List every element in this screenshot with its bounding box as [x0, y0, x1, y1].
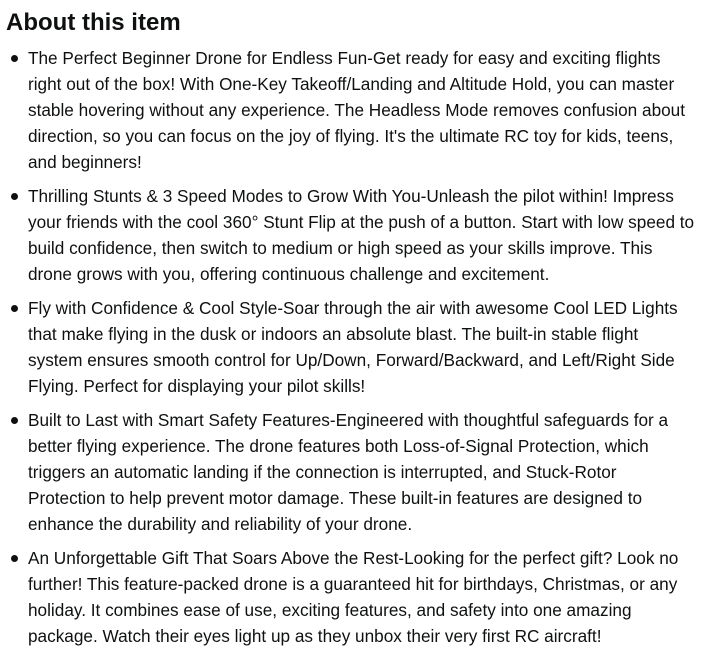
feature-bullet-item	[6, 407, 697, 537]
feature-bullet-text: Fly with Confidence & Cool Style-Soar through the air with awesome Cool LED Lights that make flying in the dusk or indoors an absolute blast. The built-in stable flight system ensures smooth control for Up/Down, Forward/Backward, and Left/Right Side Flying. Perfect for displaying your pilot skills!	[28, 298, 678, 396]
feature-bullet-item	[6, 295, 697, 399]
feature-bullet-item	[6, 545, 697, 649]
feature-bullet-text: Built to Last with Smart Safety Features-Engineered with thoughtful safeguards for a better flying experience. The drone features both Loss-of-Signal Protection, which triggers an automatic landing if the connection is interrupted, and Stuck-Rotor Protection to help prevent motor damage. These built-in features are designed to enhance the durability and reliability of your drone.	[28, 410, 669, 534]
feature-bullet-list	[6, 45, 697, 649]
bullet-dot-icon	[11, 305, 18, 312]
feature-bullet-text: An Unforgettable Gift That Soars Above the Rest-Looking for the perfect gift? Look no further! This feature-packed drone is a guaranteed hit for birthdays, Christmas, or any holiday. It combines ease of use, exciting features, and safety into one amazing package. Watch their eyes light up as they unbox their very first RC aircraft!	[28, 548, 679, 646]
bullet-dot-icon	[11, 55, 18, 62]
section-title: About this item	[6, 9, 181, 36]
feature-bullet-text: The Perfect Beginner Drone for Endless Fun-Get ready for easy and exciting flights right out of the box! With One-Key Takeoff/Landing and Altitude Hold, you can master stable hovering without any experience. The Headless Mode removes confusion about direction, so you can focus on the joy of flying. It's the ultimate RC toy for kids, teens, and beginners!	[28, 48, 686, 172]
bullet-dot-icon	[11, 417, 18, 424]
feature-bullet-item	[6, 45, 697, 175]
feature-bullet-item	[6, 183, 697, 287]
bullet-dot-icon	[11, 555, 18, 562]
bullet-dot-icon	[11, 193, 18, 200]
feature-bullet-text: Thrilling Stunts & 3 Speed Modes to Grow With You-Unleash the pilot within! Impress your friends with the cool 360° Stunt Flip at the push of a button. Start with low speed to build confidence, then switch to medium or high speed as your skills improve. This drone grows with you, offering continuous challenge and excitement.	[28, 186, 695, 284]
